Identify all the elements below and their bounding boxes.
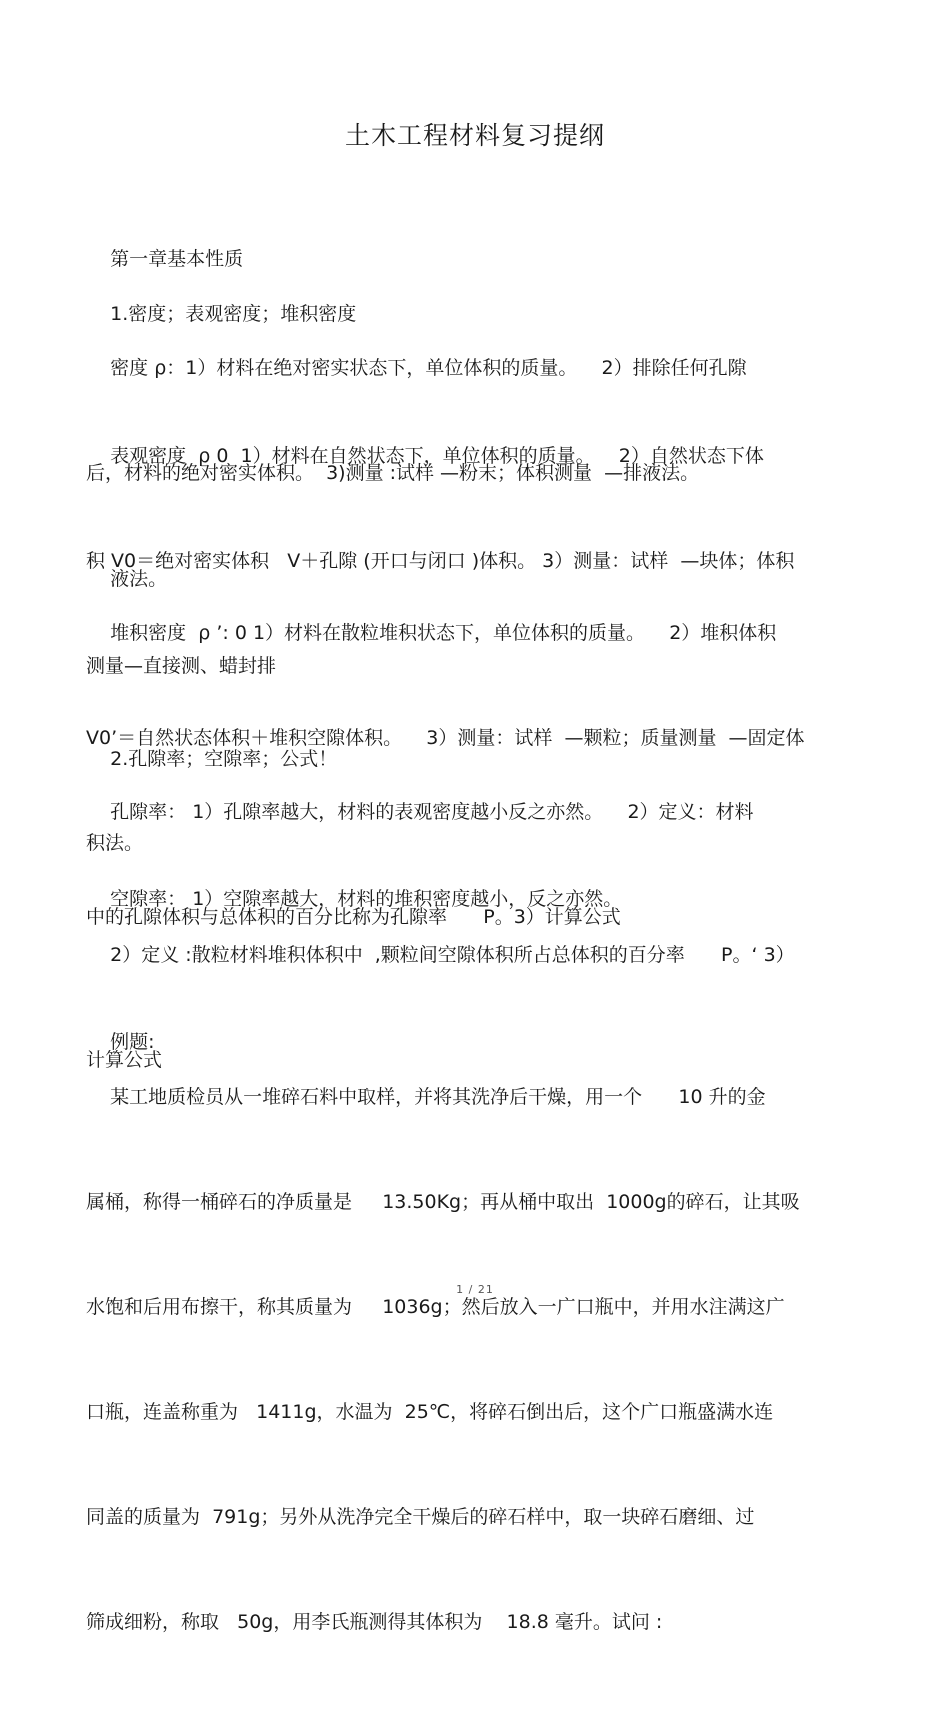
text-line: 测量—直接测、蜡封排 xyxy=(86,655,277,677)
text-line: 积 V0＝绝对密实体积 V＋孔隙 (开口与闭口 )体积。 3）测量：试样 —块体；体积 xyxy=(86,550,795,572)
text-line: 液法。 xyxy=(86,568,168,590)
text-line: 空隙率： 1）空隙率越大，材料的堆积密度越小，反之亦然。 xyxy=(86,888,623,910)
text-line: 例题: xyxy=(86,1031,155,1053)
text-line: 孔隙率： 1）孔隙率越大，材料的表观密度越小反之亦然。 2）定义：材料 xyxy=(86,801,754,823)
text-line: 同盖的质量为 791g；另外从洗净完全干燥后的碎石样中，取一块碎石磨细、过 xyxy=(86,1506,755,1528)
text-line: 1.密度；表观密度；堆积密度 xyxy=(86,303,357,325)
text-line: 口瓶，连盖称重为 1411g，水温为 25℃，将碎石倒出后，这个广口瓶盛满水连 xyxy=(86,1401,774,1423)
text-line: 第一章基本性质 xyxy=(86,248,244,270)
text-line: 表观密度 ρ 0 1）材料在自然状态下，单位体积的质量。 2）自然状态下体 xyxy=(86,445,764,467)
page-number: 1 / 21 xyxy=(456,1283,494,1296)
text-line: 中的孔隙体积与总体积的百分比称为孔隙率 P。3）计算公式 xyxy=(86,906,621,928)
text-line: 属桶，称得一桶碎石的净质量是 13.50Kg；再从桶中取出 1000g的碎石，让其吸 xyxy=(86,1191,800,1213)
text-line: 密度 ρ：1）材料在绝对密实状态下，单位体积的质量。 2）排除任何孔隙 xyxy=(86,357,747,379)
text-line: 筛成细粉，称取 50g，用李氏瓶测得其体积为 18.8 毫升。试问 : xyxy=(86,1611,663,1633)
text-line: V0’＝自然状态体积＋堆积空隙体积。 3）测量：试样 —颗粒；质量测量 —固定体 xyxy=(86,727,805,749)
paragraph-example xyxy=(86,1010,866,1710)
text-line: 某工地质检员从一堆碎石料中取样，并将其洗净后干燥，用一个 10 升的金 xyxy=(86,1086,766,1108)
text-line: 后，材料的绝对密实体积。 3)测量 :试样 —粉末；体积测量 —排液法。 xyxy=(86,462,700,484)
text-line: 2）定义 :散粒材料堆积体积中 ,颗粒间空隙体积所占总体积的百分率 P。‘ 3） xyxy=(86,944,795,966)
text-line: 积法。 xyxy=(86,832,144,854)
text-line: 水饱和后用布擦干，称其质量为 1036g；然后放入一广口瓶中，并用水注满这广 xyxy=(86,1296,785,1318)
text-line: 2.孔隙率；空隙率；公式！ xyxy=(86,748,338,770)
document-title: 土木工程材料复习提纲 xyxy=(344,121,605,150)
text-line: 堆积密度 ρ ’: 0 1）材料在散粒堆积状态下，单位体积的质量。 2）堆积体积 xyxy=(86,622,777,644)
text-line: 计算公式 xyxy=(86,1049,163,1071)
